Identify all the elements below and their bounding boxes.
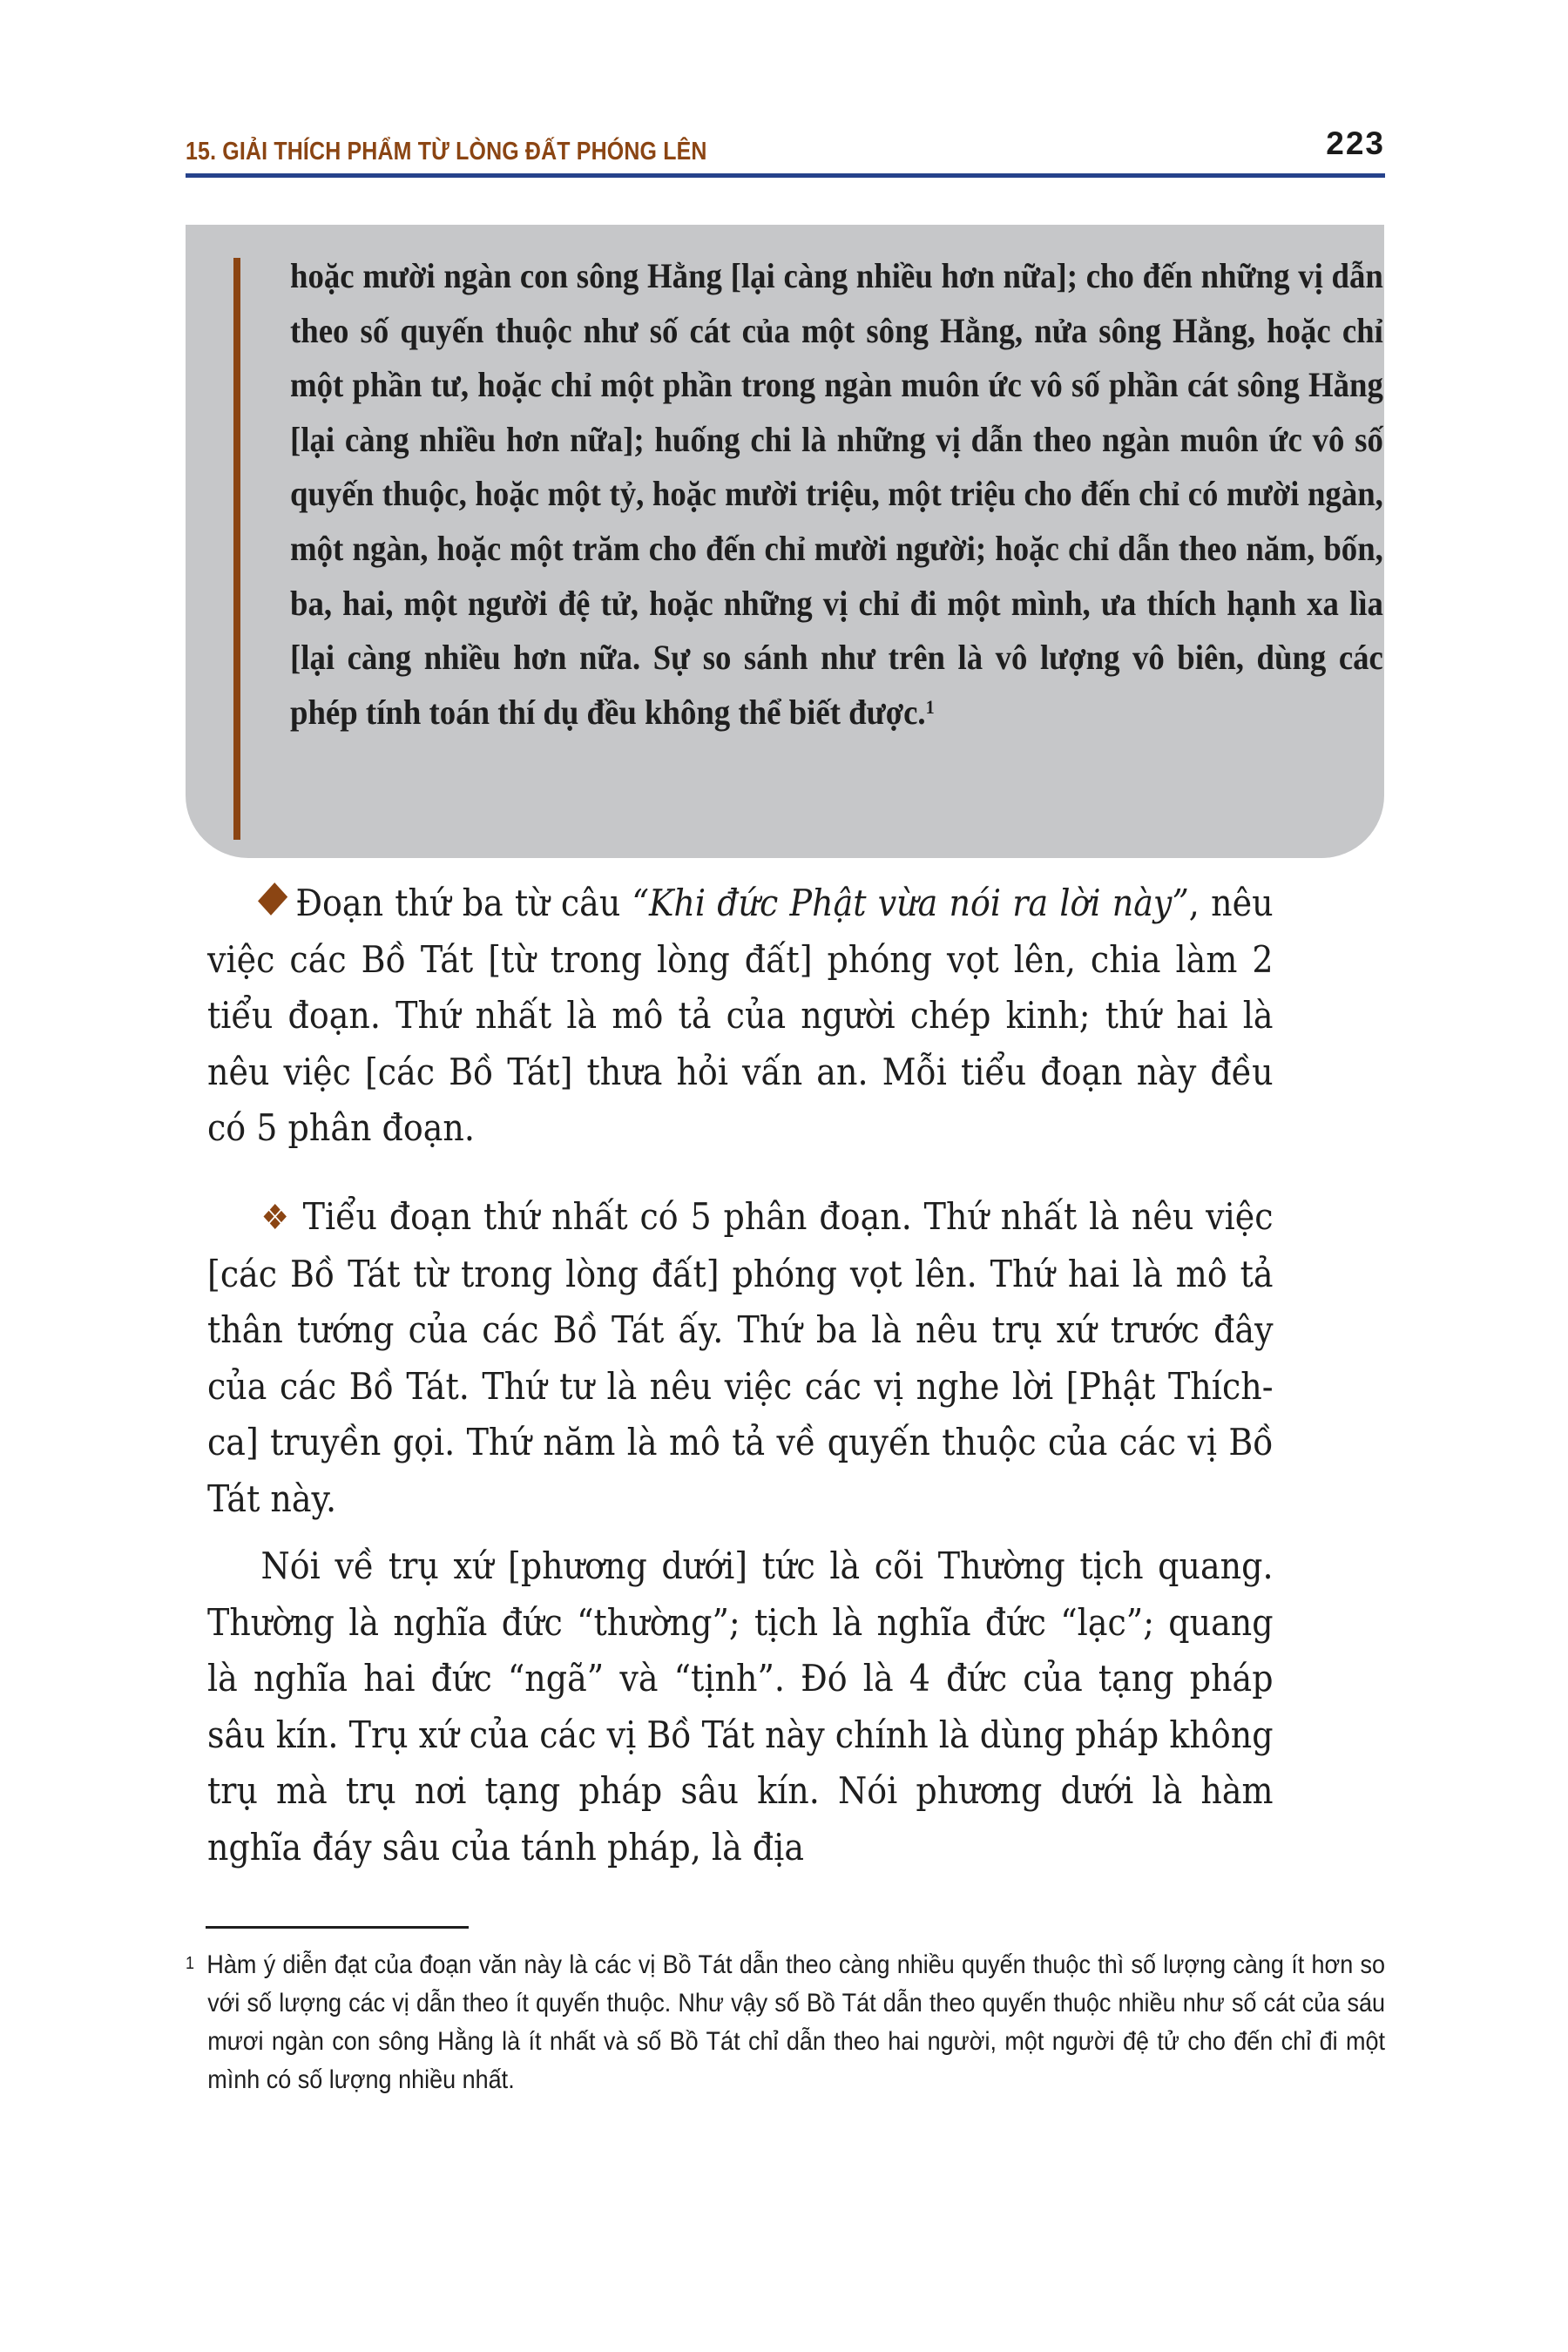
- quote-body: hoặc mười ngàn con sông Hằng [lại càng nhiều hơn nữa]; cho đến những vị dẫn theo số quyến thuộc như số cát của một sông Hằng, nửa sông Hằng, hoặc chỉ một phần tư, hoặc chỉ một phần trong ngàn muôn ức vô số phần cát sông Hằng [lại càng nhiều hơn nữa]; huống chi là những vị dẫn theo ngàn muôn ức vô số quyến thuộc, hoặc một tỷ, hoặc mười triệu, một triệu cho đến chỉ có mười ngàn, một ngàn, hoặc một trăm cho đến chỉ mười người; hoặc chỉ dẫn theo năm, bốn, ba, hai, một người đệ tử, hoặc những vị chỉ đi một mình, ưa thích hạnh xa lìa [lại càng nhiều hơn nữa. Sự so sánh như trên là vô lượng vô biên, dùng các phép tính toán thí dụ đều không thể biết được.: [290, 256, 1383, 732]
- footnote-rule: [206, 1926, 469, 1929]
- paragraph-1: [207, 875, 1274, 1157]
- diamond-bullet-icon: [258, 882, 287, 916]
- footnote-ref[interactable]: 1: [925, 695, 935, 718]
- footnote-text: Hàm ý diễn đạt của đoạn văn này là các vị Bồ Tát dẫn theo càng nhiều quyến thuộc thì số lượng càng ít hơn so với số lượng các vị dẫn theo ít quyến thuộc. Như vậy số Bồ Tát dẫn theo quyến thuộc nhiều như số cát của sáu mươi ngàn con sông Hằng là ít nhất và số Bồ Tát chỉ dẫn theo hai người, một người đệ tử cho đến chỉ đi một mình có số lượng nhiều nhất.: [206, 1950, 1386, 2094]
- paragraph-3: [207, 1538, 1274, 1876]
- paragraph-1-quote: “Khi đức Phật vừa nói ra lời này”: [632, 882, 1189, 924]
- quote-box: [186, 225, 1384, 858]
- header-rule: [186, 173, 1385, 178]
- paragraph-2: [207, 1189, 1274, 1527]
- quote-text: [290, 249, 1383, 740]
- footnote: [186, 1946, 1385, 2099]
- quote-accent-bar: [233, 258, 240, 840]
- paragraph-1-rest: , nêu việc các Bồ Tát [từ trong lòng đất] phóng vọt lên, chia làm 2 tiểu đoạn. Thứ nhất là mô tả của người chép kinh; thứ hai là nêu việc [các Bồ Tát] thưa hỏi vấn an. Mỗi tiểu đoạn này đều có 5 phân đoạn.: [207, 882, 1274, 1149]
- chapter-title: 15. GIẢI THÍCH PHẨM TỪ LÒNG ĐẤT PHÓNG LÊN: [186, 138, 707, 166]
- four-diamond-bullet-icon: ❖: [260, 1198, 291, 1238]
- page-number: 223: [1326, 125, 1385, 161]
- footnote-mark: 1: [186, 1954, 195, 1973]
- paragraph-3-text: Nói về trụ xứ [phương dưới] tức là cõi Thường tịch quang. Thường là nghĩa đức “thường”; tịch là nghĩa đức “lạc”; quang là nghĩa hai đức “ngã” và “tịnh”. Đó là 4 đức của tạng pháp sâu kín. Trụ xứ của các vị Bồ Tát này chính là dùng pháp không trụ mà trụ nơi tạng pháp sâu kín. Nói phương dưới là hàm nghĩa đáy sâu của tánh pháp, là địa: [207, 1544, 1274, 1869]
- paragraph-1-lead: Đoạn thứ ba từ câu: [295, 882, 632, 924]
- paragraph-2-text: Tiểu đoạn thứ nhất có 5 phân đoạn. Thứ nhất là nêu việc [các Bồ Tát từ trong lòng đất] phóng vọt lên. Thứ hai là mô tả thân tướng của các Bồ Tát ấy. Thứ ba là nêu trụ xứ trước đây của các Bồ Tát. Thứ tư là nêu việc các vị nghe lời [Phật Thích-ca] truyền gọi. Thứ năm là mô tả về quyến thuộc của các vị Bồ Tát này.: [207, 1195, 1274, 1520]
